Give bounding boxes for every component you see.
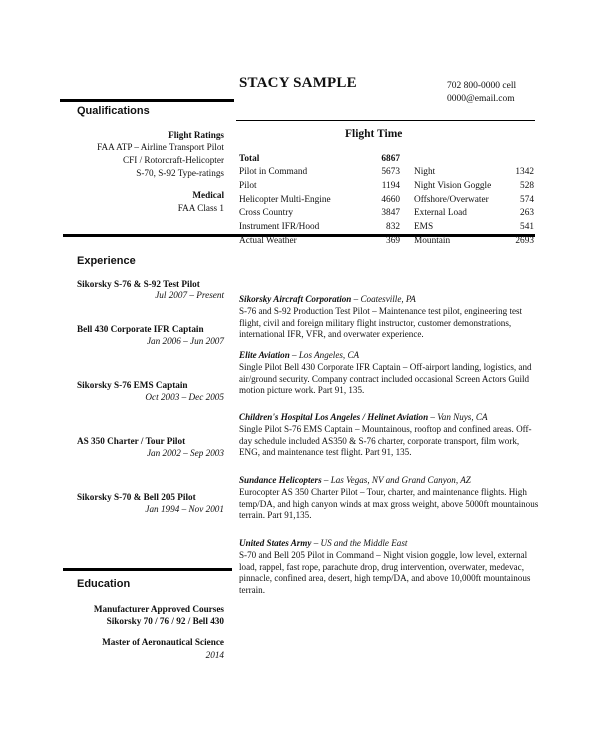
experience-entry [239, 294, 539, 341]
experience-description: Single Pilot Bell 430 Corporate IFR Captain – Off-airport landing, logistics, and air/ground security. Company contract included occasional Screen Actors Guild motion picture work. Part 91, 135. [239, 361, 532, 396]
flight-time-value: 541 [520, 222, 534, 232]
experience-entry [239, 475, 539, 522]
experience-description: Eurocopter AS 350 Charter Pilot – Tour, charter, and maintenance flights. High temp/DA, and high canyon winds at max gross weight, above 5000ft mountainous terrain. Part 91,135. [239, 486, 539, 521]
employer-name: Elite Aviation [239, 350, 290, 360]
education-heading: Education [77, 578, 131, 590]
role-dates: Oct 2003 – Dec 2005 [145, 392, 224, 402]
education-degree: Master of Aeronautical Science [102, 637, 224, 647]
flight-time-value: 1342 [515, 167, 534, 177]
phone-number: 702 800-0000 cell [447, 81, 517, 91]
flight-time-label: Cross Country [239, 208, 293, 218]
flight-time-value: 2693 [515, 236, 534, 246]
employer-name: Sundance Helicopters [239, 475, 322, 485]
flight-time-value: 574 [520, 195, 534, 205]
flight-time-value: 3847 [381, 208, 400, 218]
flight-time-label: Night Vision Goggle [414, 181, 492, 191]
employer-name: Children's Hospital Los Angeles / Helinet Aviation [239, 412, 429, 422]
experience-entry [239, 350, 539, 397]
medical-title: Medical [192, 190, 224, 200]
flight-time-label: Mountain [414, 236, 451, 246]
flight-ratings-title: Flight Ratings [168, 130, 224, 140]
education-course-detail: Sikorsky 70 / 76 / 92 / Bell 430 [106, 616, 224, 626]
rating-item: FAA ATP – Airline Transport Pilot [97, 142, 224, 152]
flight-time-label: Offshore/Overwater [414, 195, 489, 205]
role-dates: Jan 1994 – Nov 2001 [145, 504, 224, 514]
flight-time-title: Flight Time [345, 128, 403, 140]
employer-name: United States Army [239, 538, 312, 548]
employer-name: Sikorsky Aircraft Corporation [239, 294, 352, 304]
role-title: AS 350 Charter / Tour Pilot [77, 436, 186, 446]
role-dates: Jan 2002 – Sep 2003 [146, 448, 224, 458]
flight-time-value: 369 [386, 236, 400, 246]
qualifications-heading: Qualifications [77, 105, 150, 117]
role-title: Sikorsky S-76 & S-92 Test Pilot [77, 279, 200, 289]
flight-time-label: External Load [414, 208, 467, 218]
experience-entry [239, 538, 539, 597]
flight-time-value: 5673 [381, 167, 400, 177]
employer-location: – Van Nuys, CA [428, 412, 488, 422]
flight-time-value: 832 [386, 222, 400, 232]
flight-time-value: 1194 [381, 181, 400, 191]
flight-time-label: Total [239, 154, 260, 164]
experience-description: Single Pilot S-76 EMS Captain – Mountainous, rooftop and confined areas. Off-day schedule included AS350 & S-76 charter, corporate transport, film work, ENG, and maintenance test flight. Part 91, 135. [239, 423, 532, 458]
experience-entry [239, 412, 539, 459]
role-title: Bell 430 Corporate IFR Captain [77, 324, 204, 334]
employer-location: – Las Vegas, NV and Grand Canyon, AZ [321, 475, 471, 485]
flight-time-label: Instrument IFR/Hood [239, 222, 320, 232]
flight-time-value: 6867 [381, 154, 400, 164]
employer-location: – Los Angeles, CA [289, 350, 360, 360]
employer-location: – US and the Middle East [311, 538, 408, 548]
flight-time-label: Pilot in Command [239, 167, 308, 177]
email-address: 0000@email.com [447, 94, 515, 104]
flight-time-label: EMS [414, 222, 434, 232]
rating-item: S-70, S-92 Type-ratings [136, 168, 224, 178]
experience-rule [63, 234, 535, 237]
flight-time-value: 528 [520, 181, 534, 191]
resume-name: STACY SAMPLE [239, 75, 357, 91]
experience-description: S-70 and Bell 205 Pilot in Command – Night vision goggle, low level, external load, rappel, fast rope, parachute drop, drug intervention, overwater, medevac, pinnacle, confined area, desert, high temp/DA, and above 10,000ft mountainous terrain. [239, 549, 531, 596]
role-dates: Jan 2006 – Jun 2007 [146, 336, 224, 346]
education-year: 2014 [205, 650, 224, 660]
flight-time-label: Pilot [239, 181, 257, 191]
flight-time-value: 4660 [381, 195, 400, 205]
flight-time-value: 263 [520, 208, 534, 218]
role-dates: Jul 2007 – Present [155, 290, 224, 300]
education-rule [63, 568, 232, 571]
rating-item: CFI / Rotorcraft-Helicopter [122, 155, 224, 165]
experience-heading: Experience [77, 255, 136, 267]
role-title: Sikorsky S-76 EMS Captain [77, 380, 188, 390]
flight-time-label: Helicopter Multi-Engine [239, 195, 331, 205]
medical-value: FAA Class 1 [177, 203, 224, 213]
flight-time-label: Night [414, 167, 436, 177]
experience-description: S-76 and S-92 Production Test Pilot – Maintenance test pilot, engineering test flight, civil and foreign military flight instructor, customer demonstrations, international IFR, VFR, and overwater experience. [239, 305, 523, 340]
education-course: Manufacturer Approved Courses [93, 604, 224, 614]
role-title: Sikorsky S-70 & Bell 205 Pilot [77, 492, 196, 502]
flight-time-rule [236, 120, 535, 121]
qualifications-rule [60, 99, 234, 102]
flight-time-label: Actual Weather [239, 236, 297, 246]
employer-location: – Coatesville, PA [351, 294, 416, 304]
